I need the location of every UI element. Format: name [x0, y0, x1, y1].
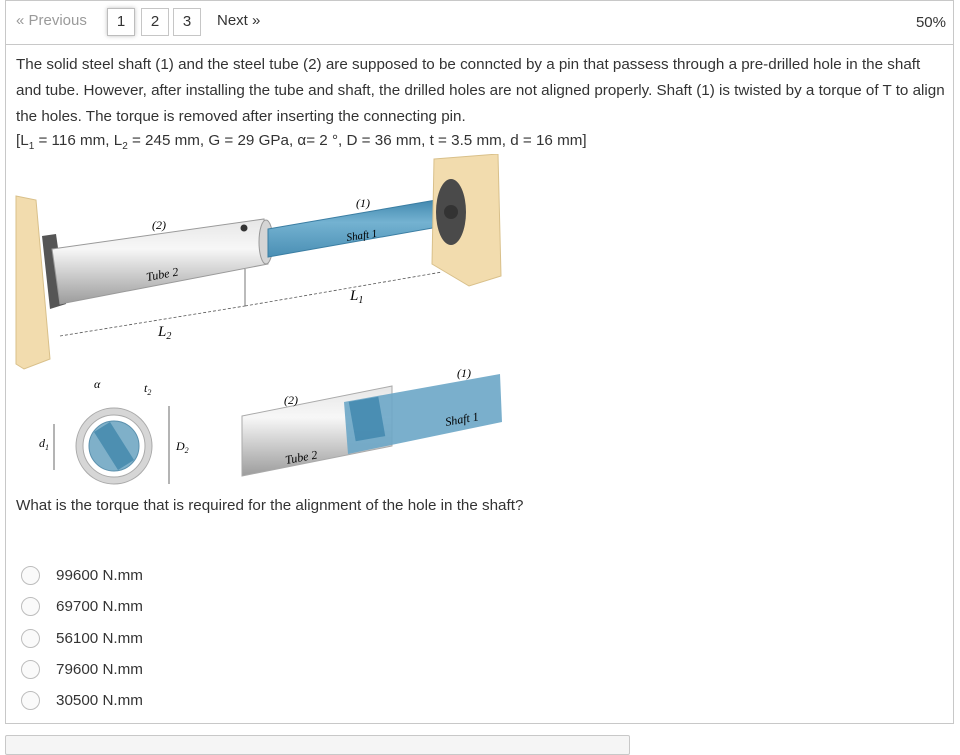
question-text: The solid steel shaft (1) and the steel tube (2) are supposed to be conncted by a pin that passess through a pre-drilled hole in the shaft and tube. However, after installing the tube and shaft, the drilled holes are not aligned properly. Shaft (1) is twisted by a torque of T to align the holes. The torque is removed after inserting the connecting pin.	[16, 56, 945, 125]
next-link[interactable]: Next »	[217, 12, 261, 29]
detail-shaft-number: (1)	[457, 366, 471, 380]
answer-label: 99600 N.mm	[56, 567, 143, 584]
previous-link[interactable]: « Previous	[16, 12, 87, 29]
pagination-bar	[6, 1, 953, 45]
question-prompt: What is the torque that is required for the alignment of the hole in the shaft?	[16, 497, 524, 514]
detail-tube-number: (2)	[284, 393, 298, 407]
label-shaft-number: (1)	[356, 196, 370, 210]
param-l2-value: = 245 mm, G = 29 GPa, α= 2 °, D = 36 mm, t = 3.5 mm, d = 16 mm]	[127, 132, 587, 149]
label-d-outer: $D_2$	[176, 439, 189, 455]
label-alpha: α	[94, 377, 101, 391]
param-l1-sub: 1	[28, 141, 35, 153]
param-l2-sub: 2	[122, 141, 128, 153]
flange-hub	[444, 205, 458, 219]
page-3-link[interactable]: 3	[173, 8, 201, 36]
detail-tube-label: Tube 2	[284, 447, 319, 467]
answer-label: 30500 N.mm	[56, 692, 143, 710]
page-1-link[interactable]: 1	[107, 8, 135, 36]
label-shaft: Shaft 1	[345, 227, 378, 244]
label-l1: $L_1$	[350, 288, 364, 306]
radio-button[interactable]	[21, 691, 40, 710]
label-t: $t_2$	[144, 381, 152, 397]
answer-label: 69700 N.mm	[56, 598, 143, 616]
radio-button[interactable]	[21, 597, 40, 616]
label-d: $d_1$	[39, 436, 49, 452]
label-tube: Tube 2	[145, 264, 180, 284]
answer-label: 56100 N.mm	[56, 629, 143, 647]
param-l1-label: L	[20, 132, 29, 149]
left-wall	[16, 196, 50, 369]
question-panel	[5, 0, 954, 724]
detail-shaft-label: Shaft 1	[444, 409, 480, 429]
pin-hole-icon	[241, 225, 248, 232]
progress-percent: 50%	[915, 14, 946, 31]
radio-button[interactable]	[21, 566, 40, 585]
shaft-tube-figure	[14, 154, 504, 489]
param-l1-value: = 116 mm,	[34, 132, 114, 149]
submit-button[interactable]	[5, 735, 630, 755]
radio-button[interactable]	[21, 660, 40, 679]
param-l2-label: L	[113, 132, 123, 149]
label-tube-number: (2)	[152, 218, 166, 232]
page-2-link[interactable]: 2	[141, 8, 169, 36]
label-l2: $L_2$	[158, 324, 172, 342]
dim-l1-line	[245, 272, 442, 306]
dim-l2-line	[60, 306, 245, 336]
question-parameters: [$L_1 = 116$ mm, $L_2 = 245$ mm, G = 29 GPa, α= 2 °, D = 36 mm, t = 3.5 mm, d = 16 mm]	[16, 132, 587, 153]
answer-label: 79600 N.mm	[56, 660, 143, 678]
radio-button[interactable]	[21, 629, 40, 648]
